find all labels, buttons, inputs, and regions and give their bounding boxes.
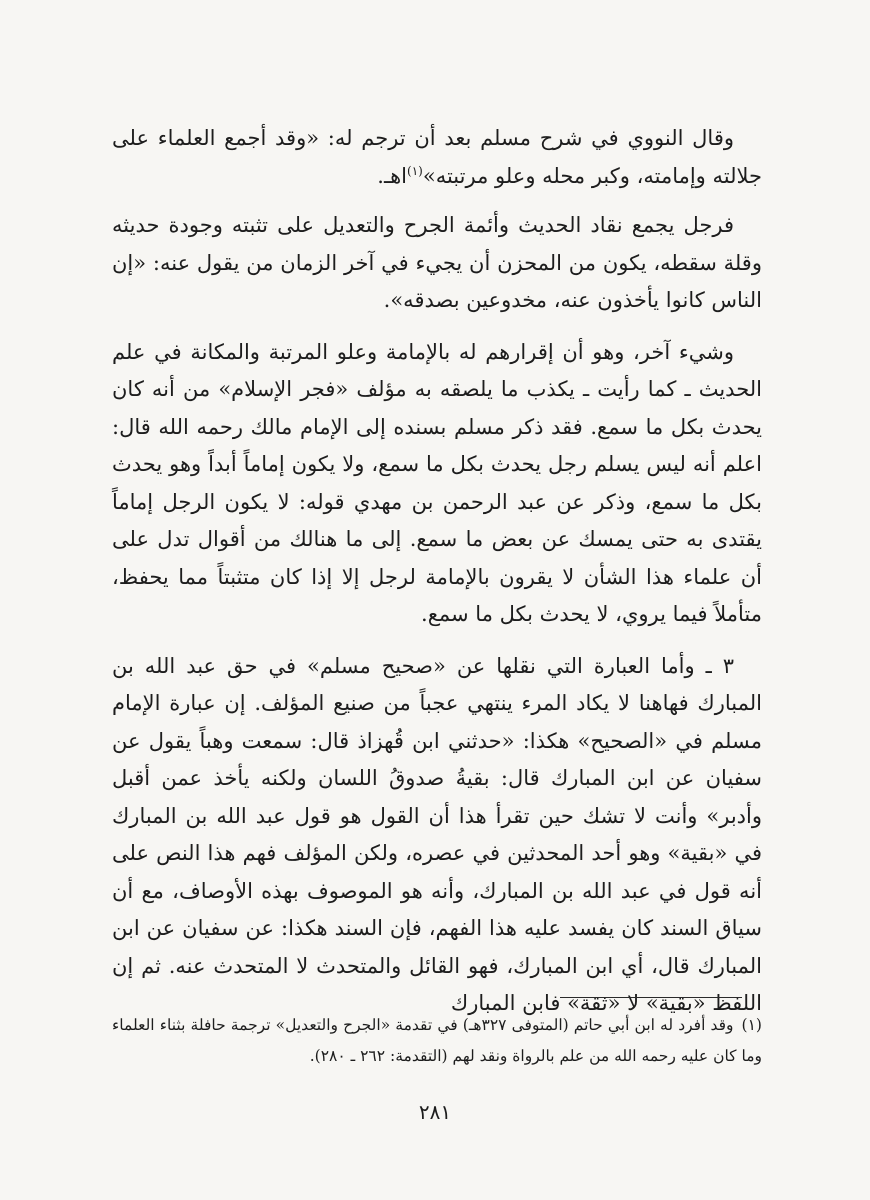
footnote-reference: (١) <box>407 163 423 178</box>
paragraph-1-tail: اهـ. <box>377 163 408 188</box>
paragraph-3: وشيء آخر، وهو أن إقرارهم له بالإمامة وعلو المرتبة والمكانة في علم الحديث ـ كما رأيت ـ يكذب ما يلصقه به مؤلف «فجر الإسلام» من أنه كان يحدث بكل ما سمع. فقد ذكر مسلم بسنده إلى الإمام مالك رحمه الله قال: اعلم أنه ليس يسلم رجل يحدث بكل ما سمع، ولا يكون إماماً أبداً وهو يحدث بكل ما سمع، وذكر عن عبد الرحمن بن مهدي قوله: لا يكون الرجل إماماً يقتدى به حتى يمسك عن بعض ما سمع. إلى ما هنالك من أقوال تدل على أن علماء هذا الشأن لا يقرون بالإمامة لرجل إلا إذا كان متثبتاً مما يحفظ، متأملاً فيما يروي، لا يحدث بكل ما سمع. <box>112 339 762 626</box>
footnote-text: وقد أفرد له ابن أبي حاتم (المتوفى ٣٢٧هـ) في تقدمة «الجرح والتعديل» ترجمة حافلة بثناء العلماء وما كان عليه رحمه الله من علم بالرواة ونقد لهم (التقدمة: ٢٦٢ ـ ٢٨٠). <box>112 1016 762 1065</box>
paragraph-2: فرجل يجمع نقاد الحديث وأئمة الجرح والتعديل على تثبته وجودة حديثه وقلة سقطه، يكون من المحزن أن يجيء في آخر الزمان من يقول عنه: «إن الناس كانوا يأخذون عنه، مخدوعين بصدقه». <box>112 213 762 312</box>
paragraph-4: ٣ ـ وأما العبارة التي نقلها عن «صحيح مسلم» في حق عبد الله بن المبارك فهاهنا لا يكاد المرء ينتهي عجباً من صنيع المؤلف. إن عبارة الإمام مسلم في «الصحيح» هكذا: «حدثني ابن قُهزاذ قال: سمعت وهباً يقول عن سفيان عن ابن المبارك قال: بقيةُ صدوقُ اللسان ولكنه يأخذ عمن أقبل وأدبر» وأنت لا تشك حين تقرأ هذا أن القول هو قول عبد الله بن المبارك في «بقية» وهو أحد المحدثين في عصره، ولكن المؤلف فهم هذا النص على أنه قول في عبد الله بن المبارك، وأنه هو الموصوف بهذه الأوصاف، مع أن سياق السند كان يفسد عليه هذا الفهم، فإن السند هكذا: عن سفيان عن ابن المبارك قال، أي ابن المبارك، فهو القائل والمتحدث لا المتحدث عنه. ثم إن اللفظ «بقية» لا «ثقة» فابن المبارك <box>112 653 762 1015</box>
main-text <box>112 120 762 1037</box>
paragraph-1 <box>112 120 762 195</box>
paragraph-1-text: وقال النووي في شرح مسلم بعد أن ترجم له: «وقد أجمع العلماء على جلالته وإمامته، وكبر محله وعلو مرتبته» <box>112 126 762 188</box>
footnote-divider <box>560 997 742 998</box>
footnote-number: (١) <box>741 1016 762 1034</box>
footnote <box>112 1010 762 1072</box>
page-number: ٢٨١ <box>418 1100 452 1124</box>
